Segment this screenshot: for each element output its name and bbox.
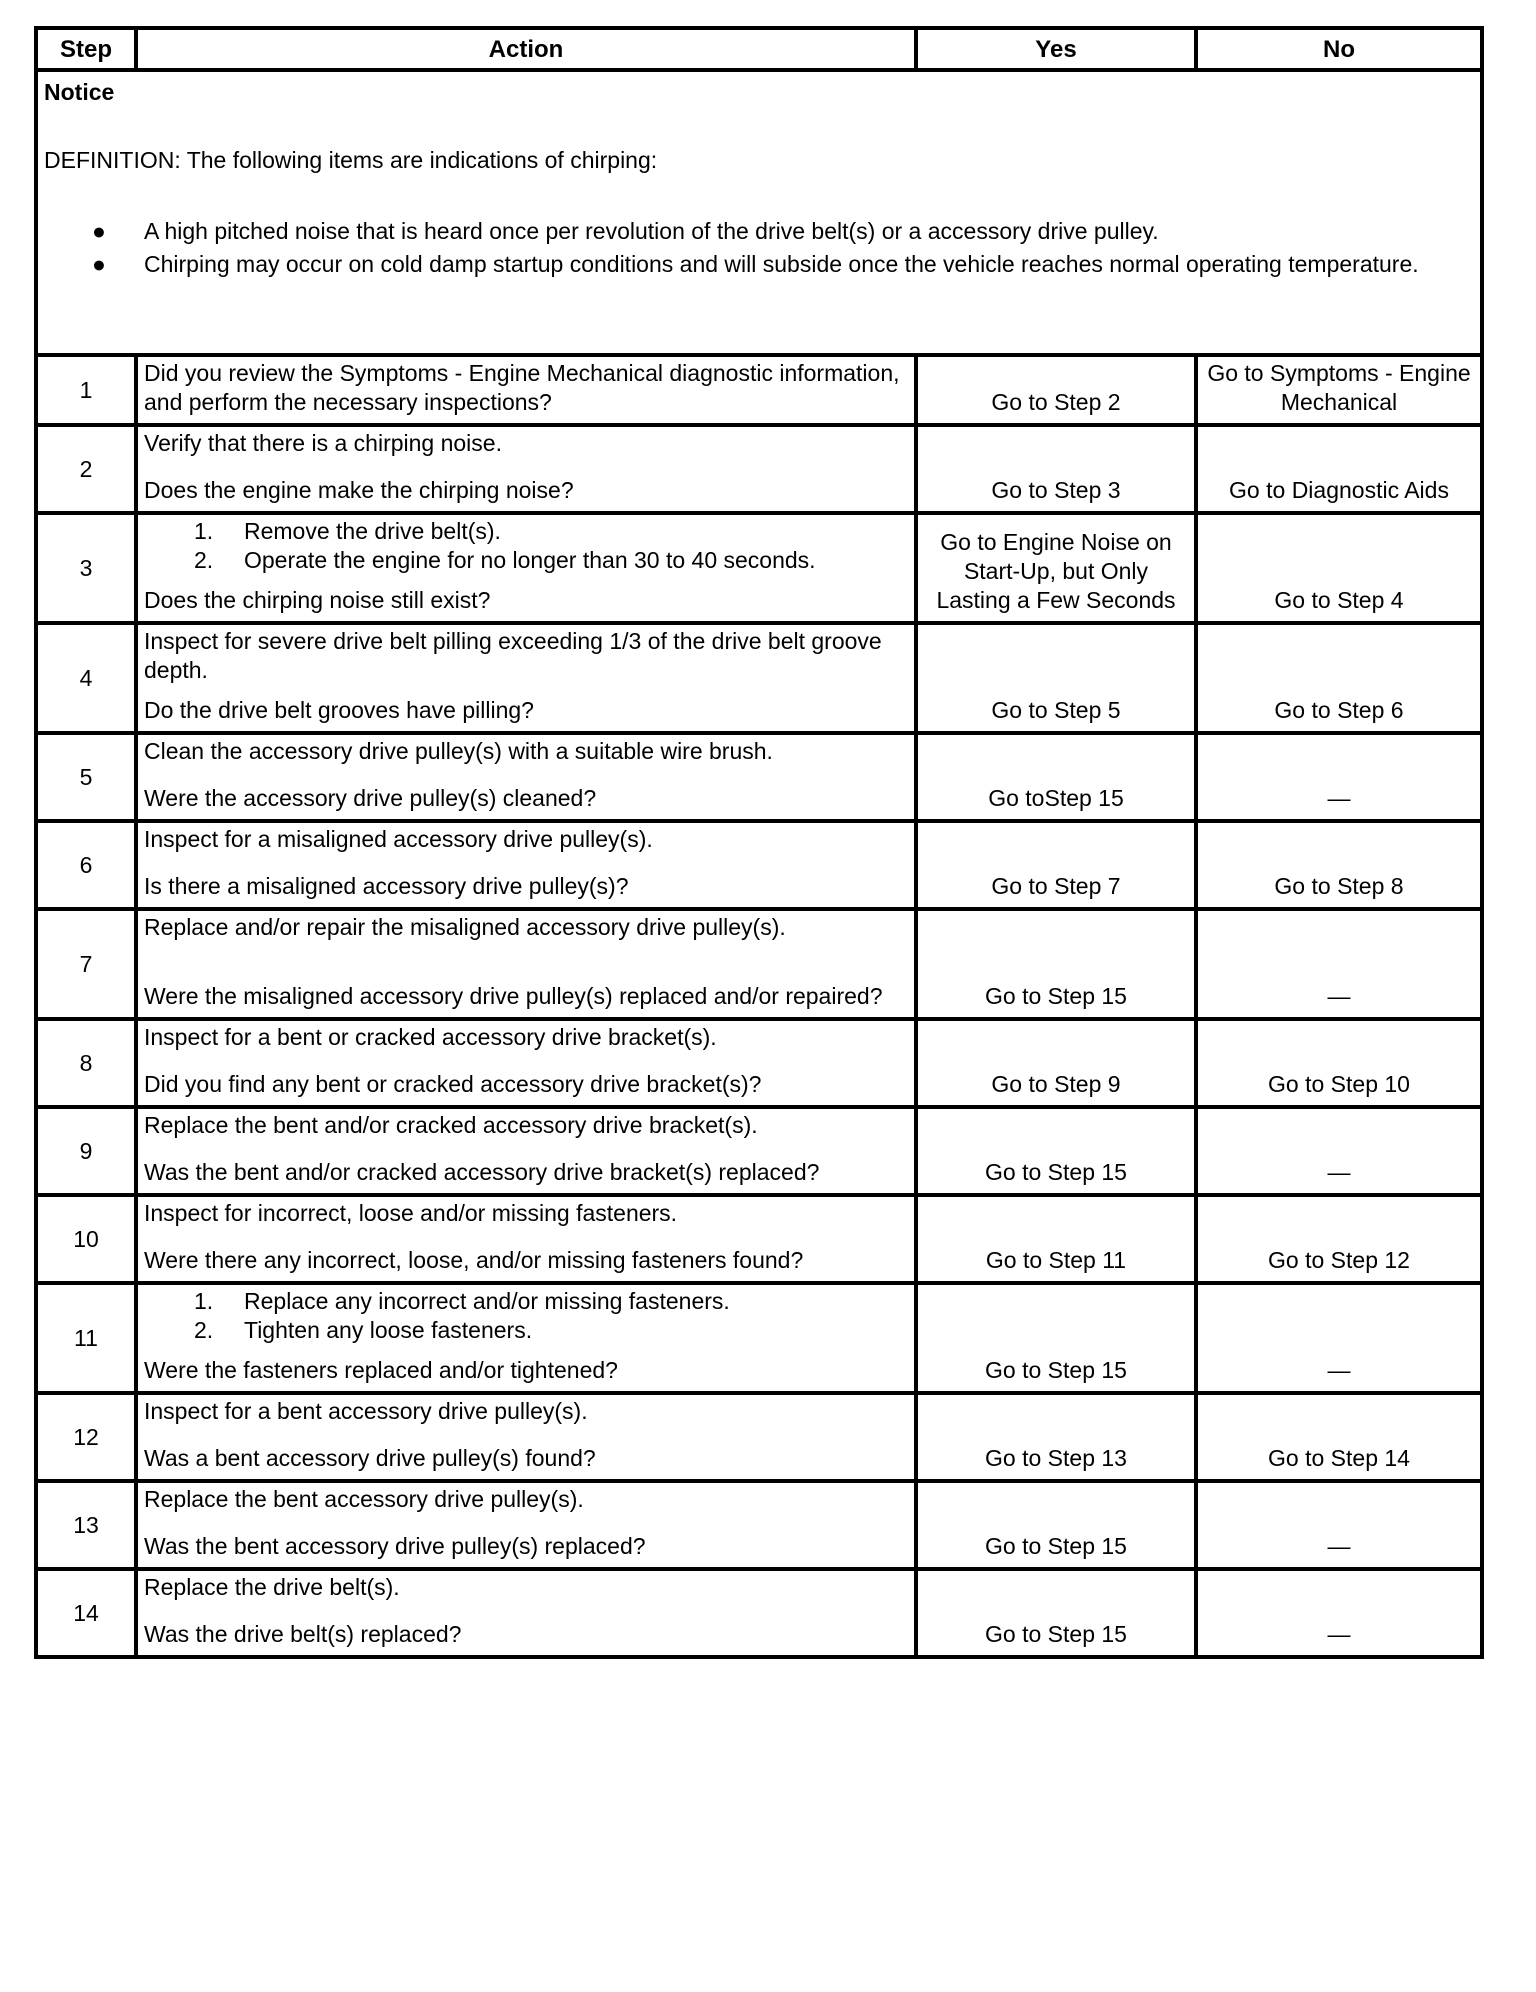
action-cell — [136, 1107, 916, 1195]
action-question: Were the misaligned accessory drive pulley(s) replaced and/or repaired? — [144, 983, 883, 1009]
action-top-block — [144, 737, 908, 766]
header-action: Action — [136, 28, 916, 70]
action-instruction: Inspect for a bent accessory drive pulley(s). — [144, 1398, 588, 1424]
action-instruction: Inspect for severe drive belt pilling exceeding 1/3 of the drive belt groove depth. — [144, 628, 882, 683]
numbered-list-item — [144, 1316, 908, 1345]
action-cell — [136, 909, 916, 1019]
action-instruction: Did you review the Symptoms - Engine Mechanical diagnostic information, and perform the necessary inspections? — [144, 360, 900, 415]
action-top-block — [144, 1573, 908, 1602]
action-question: Does the chirping noise still exist? — [144, 587, 491, 613]
yes-result: Go to Step 15 — [916, 909, 1196, 1019]
action-cell — [136, 1195, 916, 1283]
notice-cell — [36, 70, 1482, 355]
action-instruction: Inspect for a bent or cracked accessory drive bracket(s). — [144, 1024, 717, 1050]
notice-bullet-text: A high pitched noise that is heard once per revolution of the drive belt(s) or a accessory drive pulley. — [144, 218, 1159, 244]
step-number: 9 — [36, 1107, 136, 1195]
no-result: Go to Step 12 — [1196, 1195, 1482, 1283]
action-top-block — [144, 359, 908, 417]
header-yes: Yes — [916, 28, 1196, 70]
step-number: 1 — [36, 355, 136, 425]
action-question: Is there a misaligned accessory drive pulley(s)? — [144, 873, 629, 899]
action-content — [144, 1199, 908, 1275]
action-top-block — [144, 1023, 908, 1052]
yes-result: Go to Step 9 — [916, 1019, 1196, 1107]
no-result: — — [1196, 1569, 1482, 1657]
action-instruction: Replace and/or repair the misaligned accessory drive pulley(s). — [144, 914, 786, 940]
table-row — [36, 425, 1482, 513]
action-content — [144, 1287, 908, 1385]
action-content — [144, 1573, 908, 1649]
step-number: 4 — [36, 623, 136, 733]
step-number: 14 — [36, 1569, 136, 1657]
yes-result: Go to Step 2 — [916, 355, 1196, 425]
action-cell — [136, 733, 916, 821]
bullet-icon: ● — [92, 218, 106, 244]
step-number: 8 — [36, 1019, 136, 1107]
action-content — [144, 1485, 908, 1561]
no-result: — — [1196, 1481, 1482, 1569]
action-content — [144, 825, 908, 901]
diagnostic-table — [34, 26, 1484, 1659]
list-number: 1. — [194, 518, 214, 544]
action-cell — [136, 1569, 916, 1657]
notice-row — [36, 70, 1482, 355]
action-cell — [136, 1283, 916, 1393]
action-top-block — [144, 1485, 908, 1514]
list-text: Tighten any loose fasteners. — [244, 1317, 533, 1343]
action-cell — [136, 1393, 916, 1481]
action-top-block — [144, 825, 908, 854]
table-row — [36, 733, 1482, 821]
action-top-block — [144, 913, 908, 942]
action-content — [144, 1111, 908, 1187]
action-question: Were the accessory drive pulley(s) cleaned? — [144, 785, 597, 811]
no-result: — — [1196, 1107, 1482, 1195]
action-cell — [136, 513, 916, 623]
yes-result: Go to Step 15 — [916, 1569, 1196, 1657]
no-result: Go to Step 8 — [1196, 821, 1482, 909]
action-content — [144, 359, 908, 415]
action-question: Do the drive belt grooves have pilling? — [144, 697, 534, 723]
numbered-list-item — [144, 517, 908, 546]
bullet-icon: ● — [92, 251, 106, 277]
no-result: Go to Step 14 — [1196, 1393, 1482, 1481]
action-top-block — [144, 429, 908, 458]
action-top-block — [144, 627, 908, 685]
notice-bullet-text: Chirping may occur on cold damp startup conditions and will subside once the vehicle reaches normal operating temperature. — [144, 251, 1419, 277]
step-number: 12 — [36, 1393, 136, 1481]
action-top-block — [144, 1287, 908, 1345]
step-number: 10 — [36, 1195, 136, 1283]
action-question: Was a bent accessory drive pulley(s) found? — [144, 1445, 596, 1471]
step-number: 7 — [36, 909, 136, 1019]
action-cell — [136, 821, 916, 909]
action-instruction: Replace the bent and/or cracked accessory drive bracket(s). — [144, 1112, 758, 1138]
action-content — [144, 737, 908, 813]
action-content — [144, 1023, 908, 1099]
action-content — [144, 627, 908, 725]
action-instruction: Clean the accessory drive pulley(s) with a suitable wire brush. — [144, 738, 773, 764]
notice-title: Notice — [44, 79, 115, 105]
header-step: Step — [36, 28, 136, 70]
action-instruction: Replace the bent accessory drive pulley(s). — [144, 1486, 584, 1512]
list-text: Remove the drive belt(s). — [244, 518, 501, 544]
yes-result: Go to Step 3 — [916, 425, 1196, 513]
action-question: Were the fasteners replaced and/or tightened? — [144, 1357, 618, 1383]
action-content — [144, 517, 908, 615]
table-row — [36, 355, 1482, 425]
step-number: 2 — [36, 425, 136, 513]
action-instruction: Inspect for incorrect, loose and/or missing fasteners. — [144, 1200, 678, 1226]
header-no: No — [1196, 28, 1482, 70]
yes-result: Go to Step 5 — [916, 623, 1196, 733]
action-question: Was the bent and/or cracked accessory drive bracket(s) replaced? — [144, 1159, 820, 1185]
no-result: — — [1196, 1283, 1482, 1393]
yes-result: Go to Step 13 — [916, 1393, 1196, 1481]
step-number: 6 — [36, 821, 136, 909]
table-row — [36, 1283, 1482, 1393]
table-row — [36, 623, 1482, 733]
numbered-list-item — [144, 1287, 908, 1316]
action-cell — [136, 1481, 916, 1569]
table-row — [36, 1107, 1482, 1195]
yes-result: Go toStep 15 — [916, 733, 1196, 821]
action-instruction: Replace the drive belt(s). — [144, 1574, 400, 1600]
yes-result: Go to Engine Noise on Start-Up, but Only Lasting a Few Seconds — [916, 513, 1196, 623]
action-question: Was the bent accessory drive pulley(s) replaced? — [144, 1533, 646, 1559]
list-text: Operate the engine for no longer than 30 to 40 seconds. — [244, 547, 816, 573]
action-cell — [136, 355, 916, 425]
action-question: Were there any incorrect, loose, and/or missing fasteners found? — [144, 1247, 804, 1273]
table-row — [36, 1393, 1482, 1481]
action-cell — [136, 623, 916, 733]
step-number: 13 — [36, 1481, 136, 1569]
list-number: 2. — [194, 547, 214, 573]
table-row — [36, 1481, 1482, 1569]
list-text: Replace any incorrect and/or missing fasteners. — [244, 1288, 730, 1314]
action-top-block — [144, 1199, 908, 1228]
no-result: Go to Diagnostic Aids — [1196, 425, 1482, 513]
step-number: 11 — [36, 1283, 136, 1393]
notice-definition: DEFINITION: The following items are indications of chirping: — [44, 147, 658, 173]
yes-result: Go to Step 7 — [916, 821, 1196, 909]
yes-result: Go to Step 15 — [916, 1107, 1196, 1195]
list-number: 1. — [194, 1288, 214, 1314]
action-content — [144, 429, 908, 505]
table-row — [36, 1569, 1482, 1657]
yes-result: Go to Step 15 — [916, 1481, 1196, 1569]
step-number: 5 — [36, 733, 136, 821]
action-question: Did you find any bent or cracked accessory drive bracket(s)? — [144, 1071, 762, 1097]
list-number: 2. — [194, 1317, 214, 1343]
notice-bullet-list — [44, 217, 1474, 279]
action-question: Was the drive belt(s) replaced? — [144, 1621, 462, 1647]
yes-result: Go to Step 15 — [916, 1283, 1196, 1393]
notice-bullet — [44, 250, 1474, 279]
numbered-list-item — [144, 546, 908, 575]
notice-bullet — [44, 217, 1474, 246]
header-row — [36, 28, 1482, 70]
action-cell — [136, 425, 916, 513]
no-result: — — [1196, 909, 1482, 1019]
action-cell — [136, 1019, 916, 1107]
action-instruction: Verify that there is a chirping noise. — [144, 430, 502, 456]
action-instruction: Inspect for a misaligned accessory drive pulley(s). — [144, 826, 653, 852]
table-row — [36, 821, 1482, 909]
action-top-block — [144, 1397, 908, 1426]
numbered-list — [144, 517, 908, 575]
table-row — [36, 909, 1482, 1019]
no-result: Go to Symptoms - Engine Mechanical — [1196, 355, 1482, 425]
step-number: 3 — [36, 513, 136, 623]
action-question: Does the engine make the chirping noise? — [144, 477, 574, 503]
numbered-list — [144, 1287, 908, 1345]
no-result: Go to Step 6 — [1196, 623, 1482, 733]
action-content — [144, 1397, 908, 1473]
table-row — [36, 513, 1482, 623]
action-top-block — [144, 1111, 908, 1140]
no-result: — — [1196, 733, 1482, 821]
action-content — [144, 913, 908, 1011]
action-top-block — [144, 517, 908, 575]
no-result: Go to Step 10 — [1196, 1019, 1482, 1107]
table-row — [36, 1019, 1482, 1107]
no-result: Go to Step 4 — [1196, 513, 1482, 623]
yes-result: Go to Step 11 — [916, 1195, 1196, 1283]
table-row — [36, 1195, 1482, 1283]
